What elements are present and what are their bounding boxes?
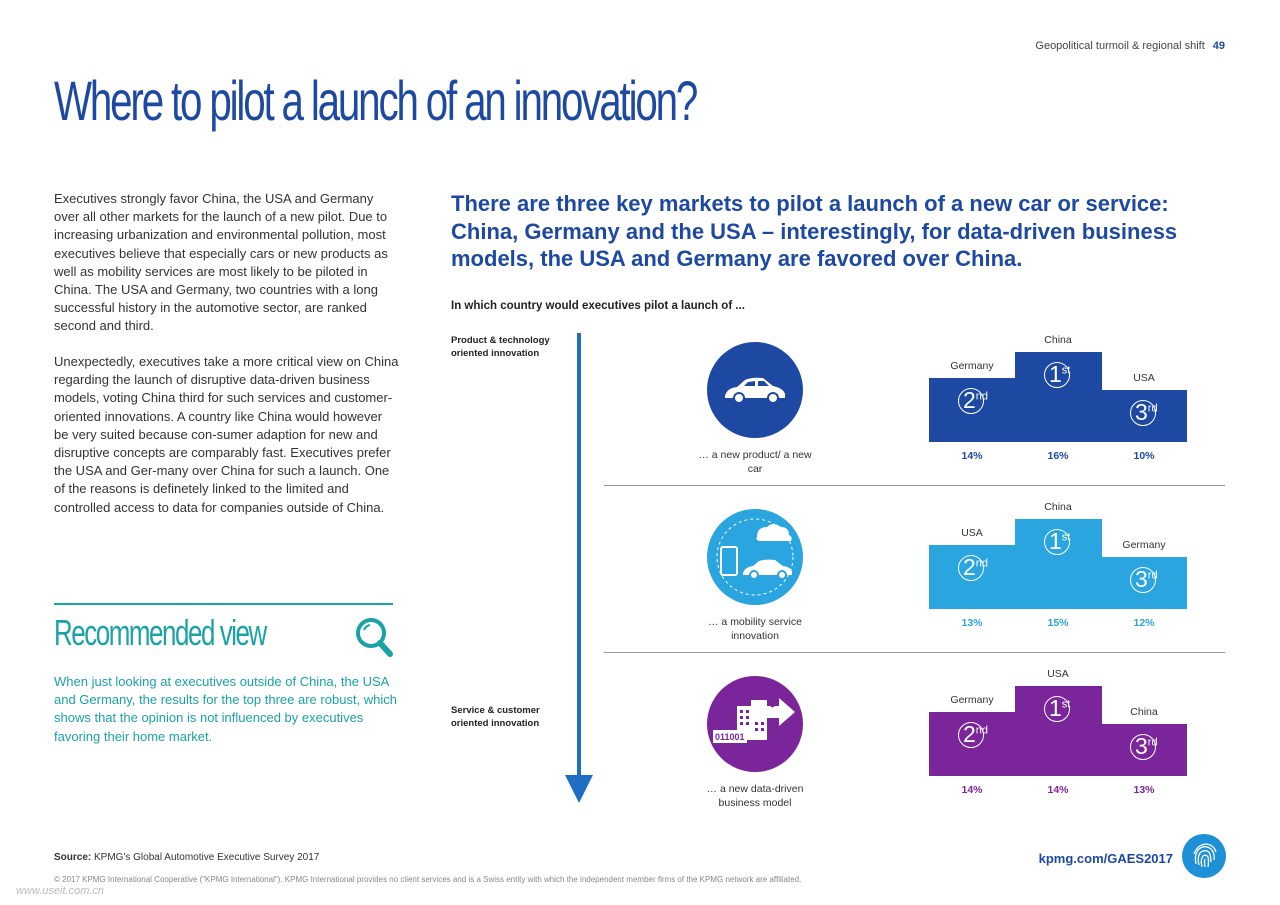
country-label: Germany: [950, 360, 994, 372]
data-building-icon: [707, 676, 803, 772]
country-label: China: [1130, 706, 1158, 718]
rank-label: 3rd: [1135, 399, 1158, 425]
podium-chart-row2: [929, 501, 1189, 629]
chart-question: In which country would executives pilot a launch of ...: [451, 300, 745, 312]
rank-label: 2nd: [963, 721, 989, 747]
running-header: [1035, 40, 1225, 52]
headline: There are three key markets to pilot a launch of a new car or service: China, Germany and the USA – interestingly, for data-driven business models, the USA and Germany are favored over China.: [451, 191, 1178, 271]
rank-label: 1st: [1049, 695, 1071, 721]
rank-label: 1st: [1049, 361, 1071, 387]
source-text: KPMG's Global Automotive Executive Survey 2017: [94, 852, 320, 863]
rank-label: 2nd: [963, 554, 989, 580]
caption-row2: … a mobility service innovation: [708, 616, 802, 642]
percent-label: 16%: [1047, 450, 1069, 462]
down-arrow-icon: [564, 333, 594, 803]
cloud-phone-car-icon: [707, 509, 803, 605]
percent-label: 14%: [961, 450, 983, 462]
percent-label: 13%: [1133, 784, 1155, 796]
row-divider: [604, 485, 1225, 486]
dollar-label: $: [770, 699, 776, 709]
rank-label: 1st: [1049, 528, 1071, 554]
source-label: Source:: [54, 852, 92, 863]
recommended-text: When just looking at executives outside of China, the USA and Germany, the results for the top three are robust, which shows that the opinion is not influenced by executives favoring their home market.: [54, 674, 397, 744]
percent-label: 10%: [1133, 450, 1155, 462]
country-label: USA: [1047, 668, 1069, 680]
copyright: © 2017 KPMG International Cooperative ("KPMG International"). KPMG International provides no client services and is a Swiss entity with which the independent member firms of the KPMG network are affiliated.: [54, 875, 802, 884]
percent-label: 15%: [1047, 617, 1069, 629]
axis-bottom-label: Service & customer oriented innovation: [451, 705, 540, 729]
intro-paragraph: Executives strongly favor China, the USA and Germany over all other markets for the launch of a new pilot. Due to increasing urbanization and environmental pollution, most executives believe that especially cars or new products as well as mobility services are most likely to be piloted in China. The USA and Germany, two countries with a long successful history in the automotive sector, are ranked second and third.: [54, 191, 388, 334]
watermark: www.useit.com.cn: [16, 885, 105, 897]
rank-label: 3rd: [1135, 566, 1158, 592]
podium-chart-row1: [929, 334, 1189, 462]
fingerprint-icon: [1182, 834, 1226, 878]
country-label: USA: [961, 527, 983, 539]
source-note: [54, 852, 319, 863]
magnifier-icon: [354, 616, 394, 658]
recommended-title: Recommended view: [54, 612, 266, 653]
country-label: Germany: [950, 694, 994, 706]
country-label: China: [1044, 501, 1072, 513]
recommended-divider: [54, 603, 393, 605]
percent-label: 14%: [961, 784, 983, 796]
page-number: 49: [1212, 40, 1225, 52]
country-label: USA: [1133, 372, 1155, 384]
rank-label: 3rd: [1135, 733, 1158, 759]
section-title: Geopolitical turmoil & regional shift: [1035, 40, 1205, 52]
rank-label: 2nd: [963, 387, 989, 413]
car-icon: [707, 342, 803, 438]
binary-label: 011001: [715, 732, 745, 742]
caption-row3: … a new data-driven business model: [706, 783, 804, 809]
percent-label: 14%: [1047, 784, 1069, 796]
country-label: Germany: [1122, 539, 1166, 551]
percent-label: 12%: [1133, 617, 1155, 629]
podium-chart-row3: [929, 668, 1189, 796]
page-title: Where to pilot a launch of an innovation?: [54, 69, 697, 132]
kpmg-link[interactable]: kpmg.com/GAES2017: [1038, 851, 1173, 866]
axis-top-label: Product & technology oriented innovation: [451, 335, 550, 359]
country-label: China: [1044, 334, 1072, 346]
row-divider: [604, 652, 1225, 653]
second-paragraph: Unexpectedly, executives take a more critical view on China regarding the launch of disruptive data-driven business models, voting China third for such services and customer-oriented innovations. A country like China would however be very suited because con-sumer adaption for new and disruptive concepts are comparably fast. Executives prefer the USA and Ger-many over China for such a launch. One of the reasons is definetely linked to the limited and controlled access to data for companies outside of China.: [54, 354, 399, 515]
percent-label: 13%: [961, 617, 983, 629]
caption-row1: … a new product/ a new car: [698, 449, 812, 475]
